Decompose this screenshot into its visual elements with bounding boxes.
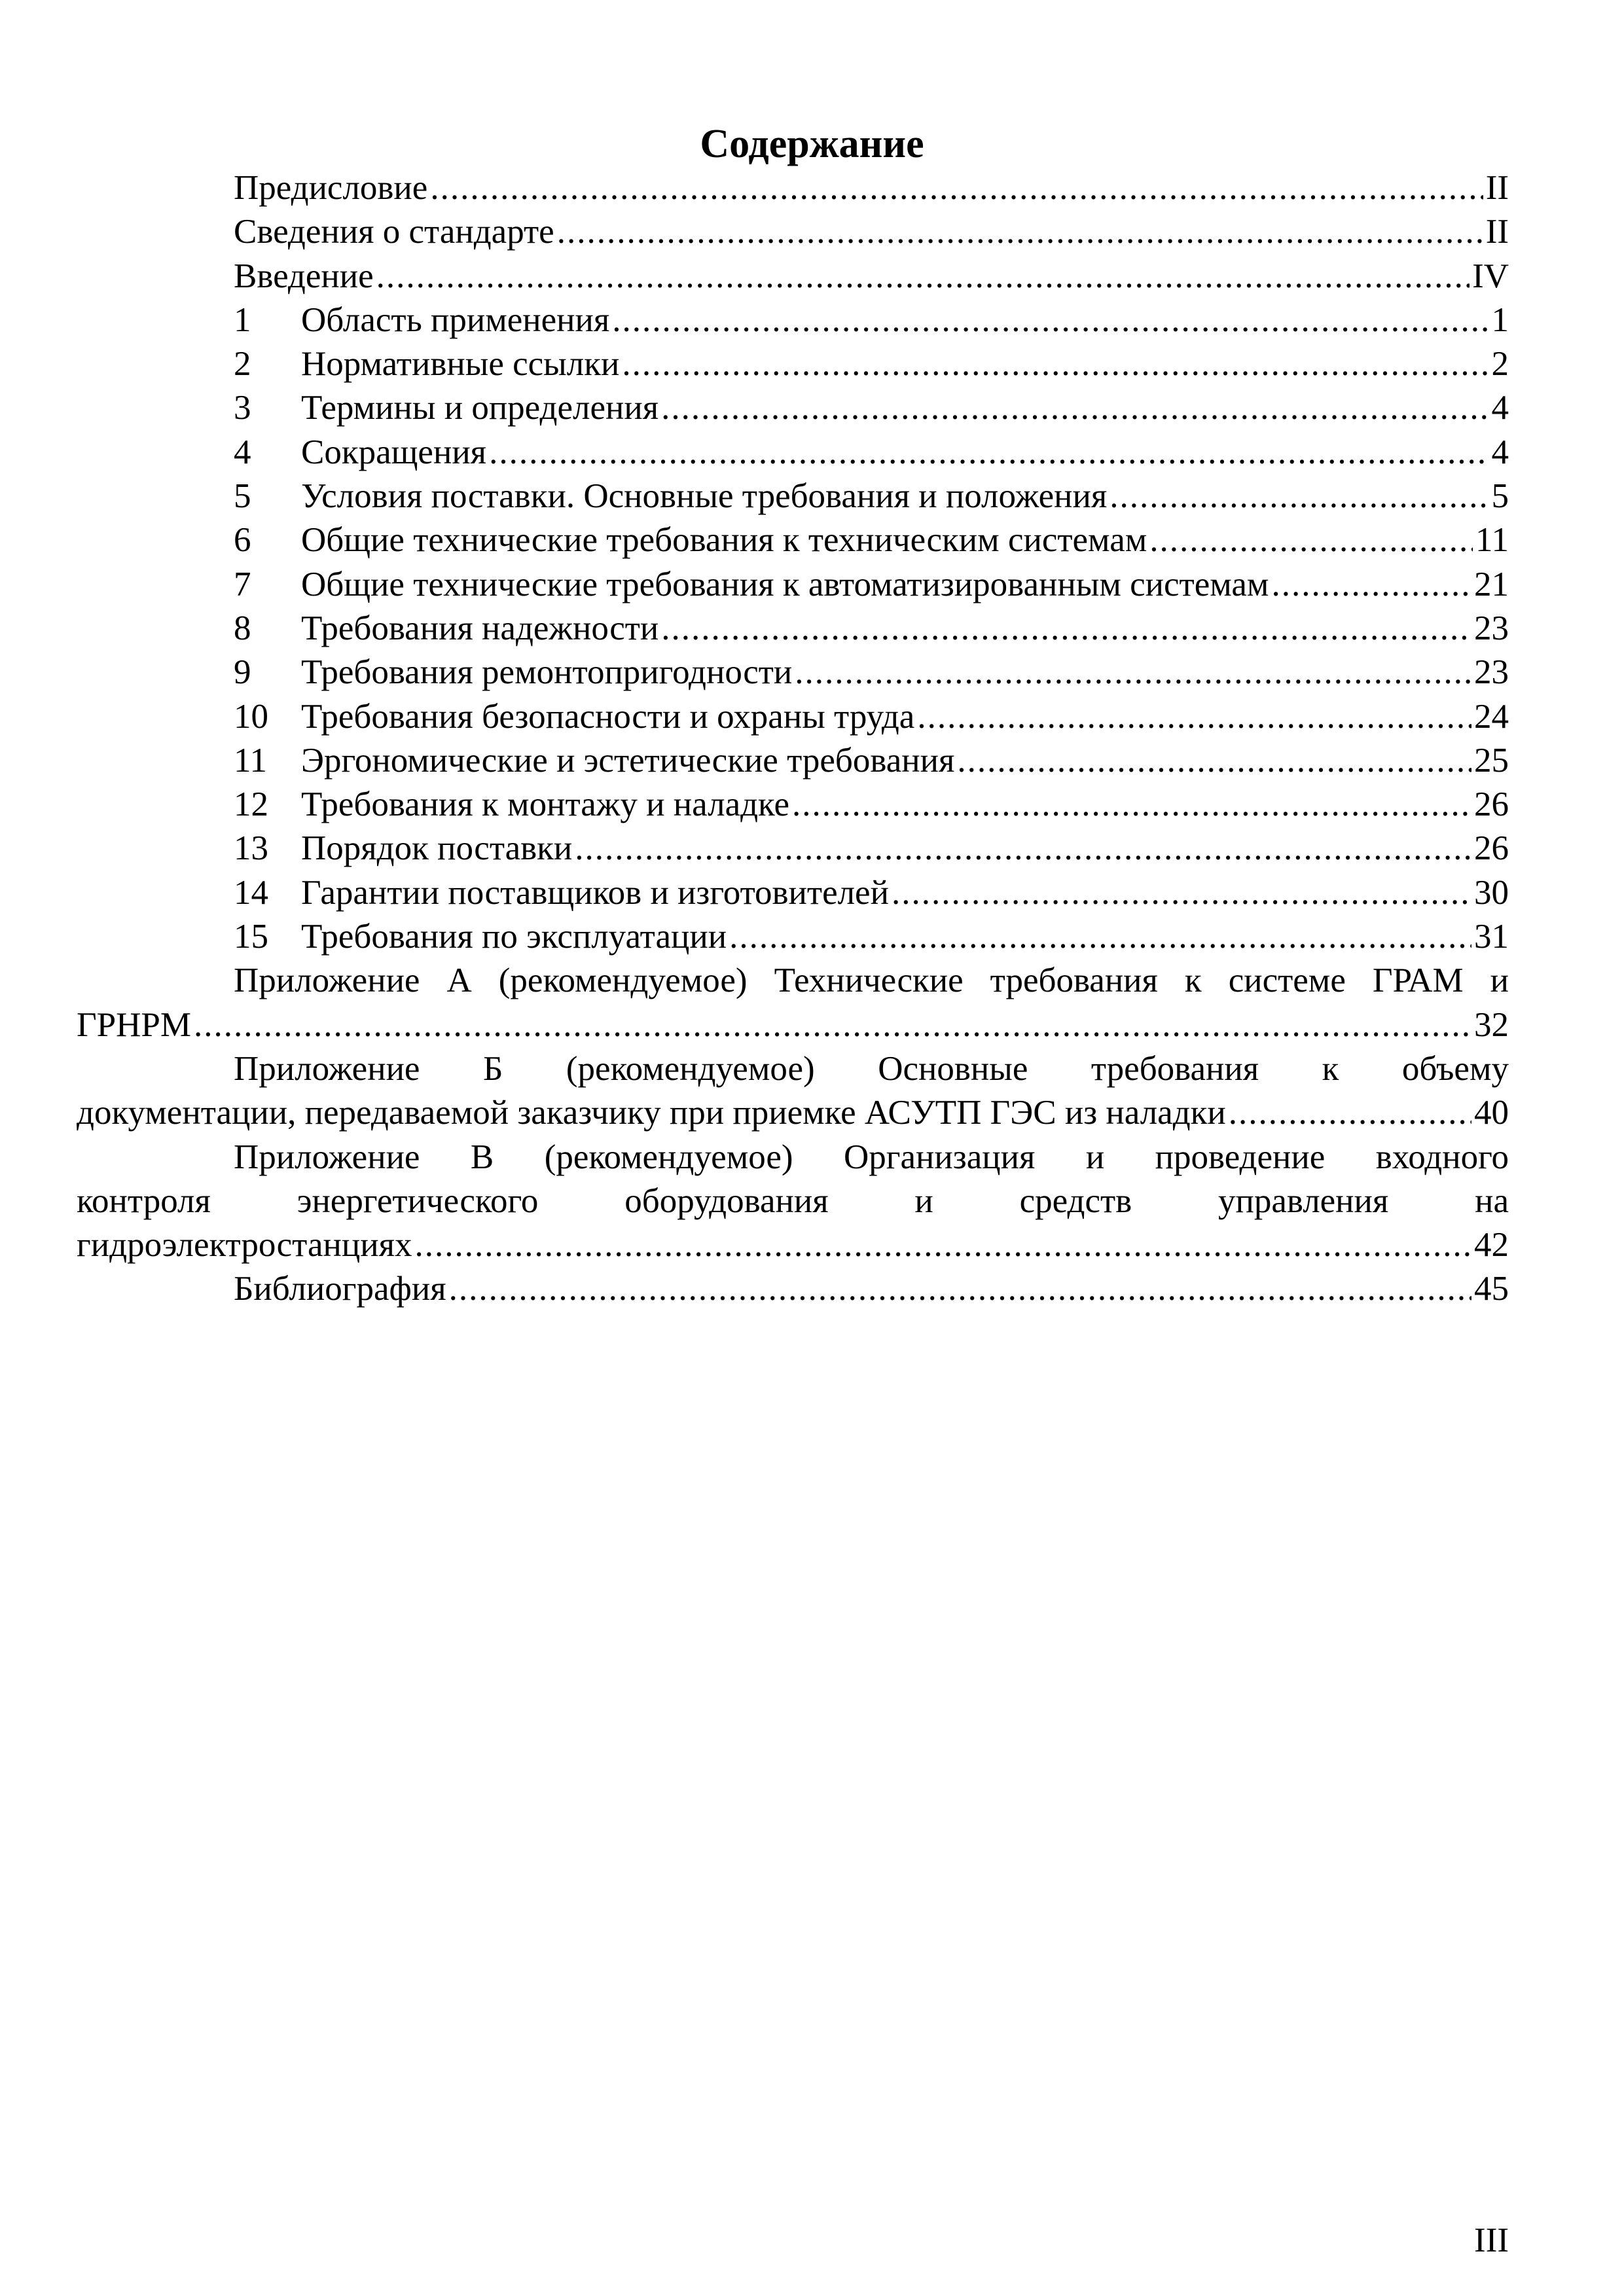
toc-entry-page: 23	[1474, 653, 1509, 692]
toc-entry-text: Условия поставки. Основные требования и положения	[301, 477, 1108, 516]
toc-entry-appendix-b[interactable]	[155, 1047, 1509, 1091]
toc-entry-text: Эргономические и эстетические требования	[301, 741, 955, 780]
toc-entry-text: Гарантии поставщиков и изготовителей	[301, 873, 889, 912]
toc-entry-text: Нормативные ссылки	[301, 345, 620, 384]
section-number: 1	[234, 300, 251, 339]
toc-entry-page: 45	[1474, 1270, 1509, 1308]
leader-dots	[1149, 518, 1473, 562]
toc-entry-page: 24	[1474, 697, 1509, 736]
toc-entry[interactable]	[155, 255, 1509, 298]
toc-entry-page: 4	[1491, 433, 1509, 471]
toc-entry-text: Требования безопасности и охраны труда	[301, 697, 915, 736]
appendix-a-line-2: ГРНРМ	[77, 1005, 191, 1044]
section-number: 15	[234, 918, 268, 956]
toc-entry-page: 42	[1474, 1226, 1509, 1265]
leader-dots	[661, 386, 1489, 430]
toc-entry-text: Требования к монтажу и наладке	[301, 785, 790, 824]
leader-dots	[1229, 1091, 1471, 1135]
toc-entry-page: 40	[1474, 1094, 1509, 1132]
toc-entry-text: Сокращения	[301, 433, 487, 471]
toc-entry[interactable]	[155, 475, 1509, 518]
toc-entry-page: 23	[1474, 609, 1509, 647]
toc-entry-text: Сведения о стандарте	[234, 213, 554, 251]
toc-entry-text: Введение	[234, 257, 374, 295]
section-number: 8	[234, 609, 251, 647]
toc-entry-page: 5	[1491, 477, 1509, 516]
section-number: 10	[234, 697, 268, 736]
leader-dots	[892, 871, 1471, 915]
toc-entry[interactable]	[155, 915, 1509, 959]
toc-entry[interactable]	[155, 827, 1509, 870]
toc-entry[interactable]	[155, 783, 1509, 827]
section-number: 13	[234, 829, 268, 868]
section-number: 5	[234, 477, 251, 516]
leader-dots	[489, 431, 1489, 475]
leader-dots	[557, 210, 1483, 254]
toc-entry-text: Общие технические требования к техническим системам	[301, 521, 1147, 560]
toc-entry-appendix-c-cont[interactable]	[77, 1223, 1509, 1267]
leader-dots	[622, 342, 1489, 386]
toc-entry-page: IV	[1472, 257, 1509, 295]
toc-entry[interactable]	[155, 342, 1509, 386]
toc-entry-page: 11	[1475, 521, 1509, 560]
toc-entry-appendix-a[interactable]	[155, 959, 1509, 1003]
appendix-c-line-2: контроля энергетического оборудования и средств управления на	[77, 1181, 1509, 1220]
toc-entry[interactable]	[155, 651, 1509, 694]
section-number: 11	[234, 741, 268, 780]
toc-entry-text: Область применения	[301, 300, 610, 339]
leader-dots	[729, 915, 1471, 959]
toc-entry-appendix-c[interactable]	[155, 1136, 1509, 1179]
toc-entry[interactable]	[155, 431, 1509, 475]
toc-entry[interactable]	[155, 386, 1509, 430]
leader-dots	[957, 739, 1471, 783]
leader-dots	[376, 255, 1470, 298]
section-number: 2	[234, 345, 251, 384]
leader-dots	[917, 695, 1471, 739]
toc-entry[interactable]	[155, 695, 1509, 739]
appendix-a-line-1: Приложение А (рекомендуемое) Технические требования к системе ГРАМ и	[234, 961, 1509, 1000]
appendix-c-line-3: гидроэлектростанциях	[77, 1226, 412, 1265]
toc-entry-text: Порядок поставки	[301, 829, 573, 868]
section-number: 7	[234, 565, 251, 603]
toc-entry[interactable]	[155, 166, 1509, 210]
toc-entry-page: 30	[1474, 873, 1509, 912]
toc-entry-appendix-a-cont[interactable]	[77, 1003, 1509, 1047]
toc-entry-page: 25	[1474, 741, 1509, 780]
toc-entry-page: II	[1485, 213, 1509, 251]
leader-dots	[1271, 563, 1471, 607]
toc-entry-bibliography[interactable]	[155, 1267, 1509, 1311]
toc-entry-text: Требования надежности	[301, 609, 659, 647]
toc-entry-page: 26	[1474, 785, 1509, 824]
section-number: 12	[234, 785, 268, 824]
leader-dots	[661, 607, 1471, 651]
appendix-b-line-2: документации, передаваемой заказчику при приемке АСУТП ГЭС из наладки	[77, 1094, 1226, 1132]
toc-entry-appendix-b-cont[interactable]	[77, 1091, 1509, 1135]
leader-dots	[792, 783, 1471, 827]
leader-dots	[575, 827, 1471, 870]
toc-entry-page: 1	[1491, 300, 1509, 339]
section-number: 14	[234, 873, 268, 912]
toc-entry-text: Библиография	[234, 1270, 446, 1308]
leader-dots	[612, 298, 1489, 342]
toc-entry-appendix-c-cont	[77, 1179, 1509, 1223]
toc-entry-text: Термины и определения	[301, 389, 659, 427]
leader-dots	[414, 1223, 1471, 1267]
leader-dots	[194, 1003, 1471, 1047]
toc-entry[interactable]	[155, 298, 1509, 342]
toc-entry-page: 2	[1491, 345, 1509, 384]
toc-entry-page: II	[1485, 169, 1509, 207]
toc-entry-page: 26	[1474, 829, 1509, 868]
section-number: 6	[234, 521, 251, 560]
section-number: 3	[234, 389, 251, 427]
toc-entry-text: Требования ремонтопригодности	[301, 653, 793, 692]
appendix-b-line-1: Приложение Б (рекомендуемое) Основные требования к объему	[234, 1049, 1509, 1088]
toc-entry[interactable]	[155, 210, 1509, 254]
toc-entry[interactable]	[155, 563, 1509, 607]
section-number: 9	[234, 653, 251, 692]
leader-dots	[1110, 475, 1489, 518]
toc-entry[interactable]	[155, 518, 1509, 562]
section-number: 4	[234, 433, 251, 471]
toc-entry-page: 4	[1491, 389, 1509, 427]
toc-entry-page: 31	[1474, 918, 1509, 956]
toc-entry-page: 21	[1474, 565, 1509, 603]
page-number: III	[1474, 2221, 1509, 2259]
toc-title: Содержание	[700, 122, 924, 166]
leader-dots	[795, 651, 1471, 694]
toc-entry-text: Предисловие	[234, 169, 428, 207]
table-of-contents	[77, 166, 1509, 1312]
toc-entry-text: Требования по эксплуатации	[301, 918, 727, 956]
leader-dots	[449, 1267, 1471, 1311]
appendix-c-line-1: Приложение В (рекомендуемое) Организация и проведение входного	[234, 1138, 1509, 1176]
toc-entry-page: 32	[1474, 1005, 1509, 1044]
toc-entry[interactable]	[155, 607, 1509, 651]
toc-entry[interactable]	[155, 739, 1509, 783]
toc-entry[interactable]	[155, 871, 1509, 915]
toc-entry-text: Общие технические требования к автоматизированным системам	[301, 565, 1269, 603]
leader-dots	[430, 166, 1483, 210]
